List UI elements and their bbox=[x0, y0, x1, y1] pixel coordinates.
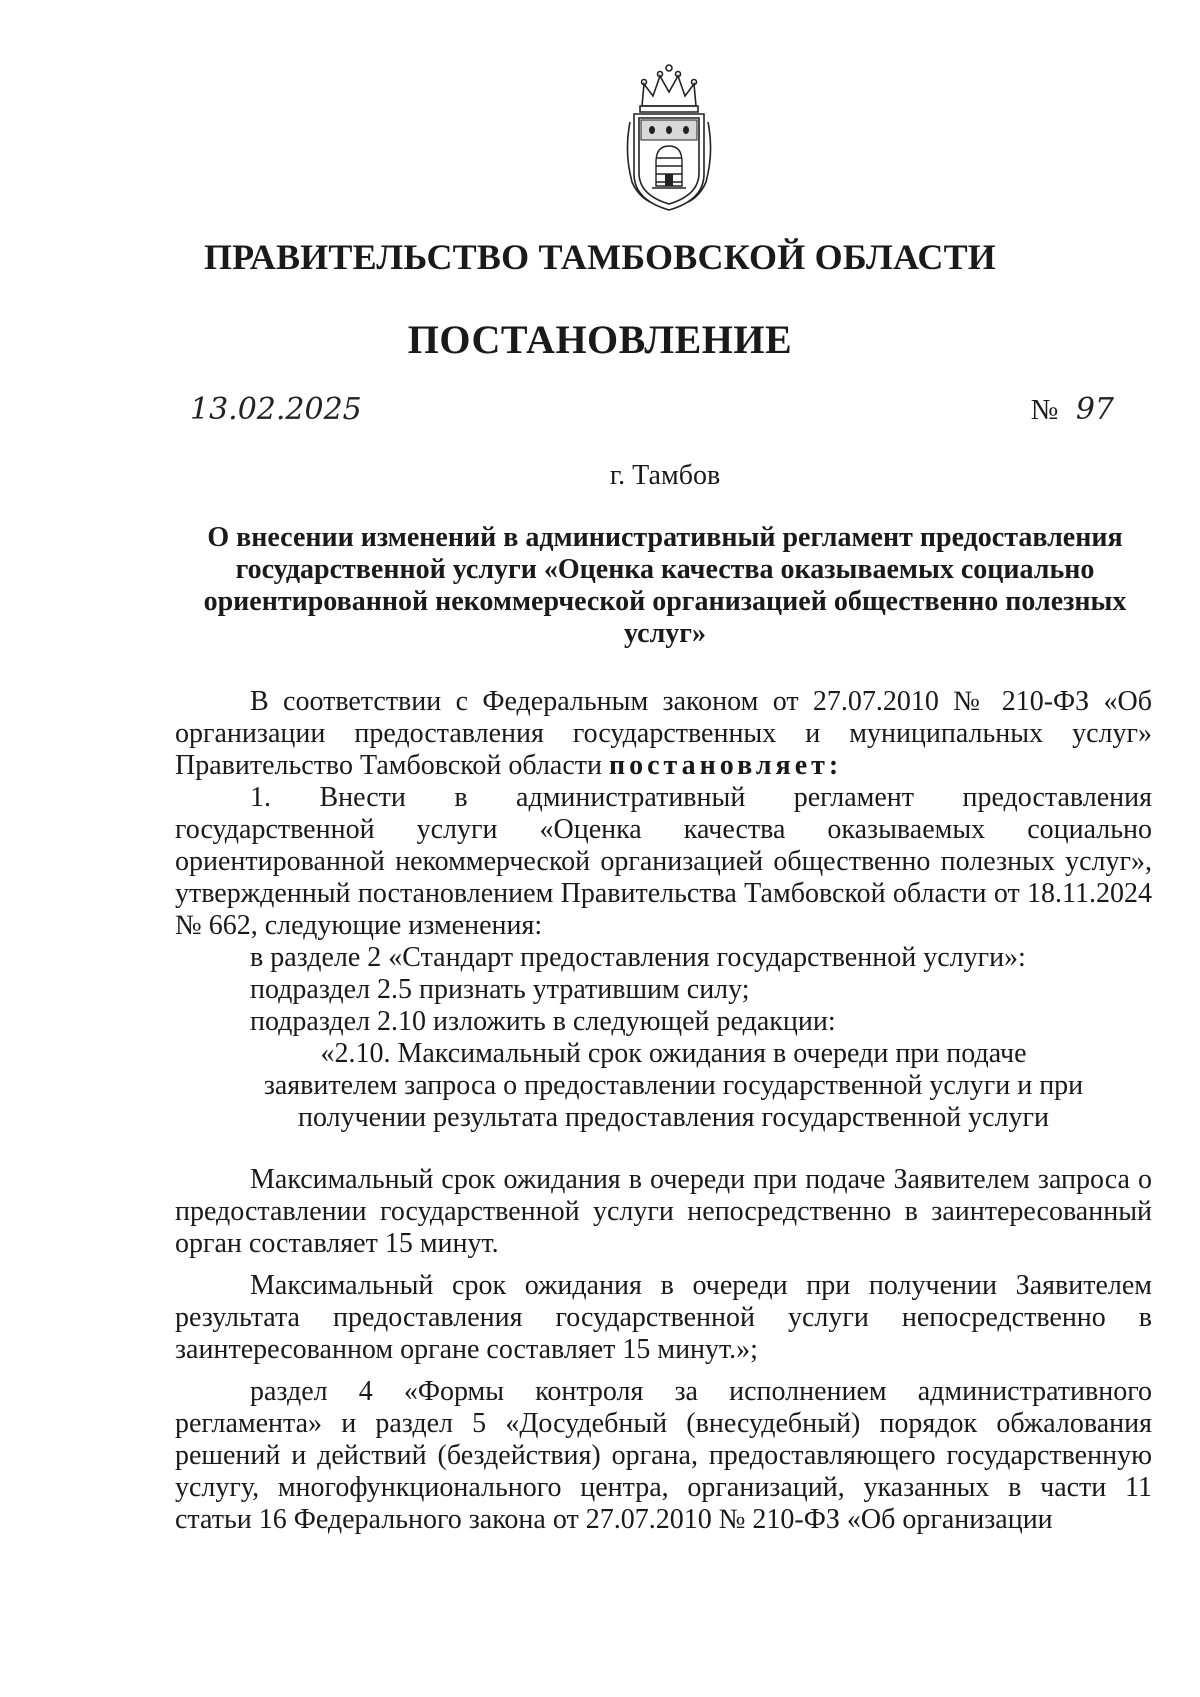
document-body bbox=[175, 686, 1152, 1536]
preamble-verb: постановляет: bbox=[609, 750, 843, 781]
item1-first-line: 1. Внести в административный регламент предоставления bbox=[250, 782, 1152, 813]
spacer bbox=[175, 1260, 1152, 1270]
new-subsection-heading: «2.10. Максимальный срок ожидания в очереди при подаче заявителем запроса о предоставлении государственной услуги и при получении результата предоставления государственной услуги bbox=[263, 1038, 1084, 1133]
section2-line: в разделе 2 «Стандарт предоставления государственной услуги»: bbox=[250, 942, 1026, 973]
preamble-text: В соответствии с Федеральным законом от 27.07.2010 № 210-ФЗ «Об организации предоставления государственных и муниципальных услуг» Правительство Тамбовской области bbox=[175, 686, 1152, 781]
preamble-paragraph bbox=[175, 686, 1152, 782]
subsection-210-line: подраздел 2.10 изложить в следующей редакции: bbox=[250, 1006, 836, 1037]
paragraph-sections-4-5: раздел 4 «Формы контроля за исполнением административного регламента» и раздел 5 «Досудебный (внесудебный) порядок обжалования решений и действий (бездействия) органа, предоставляющего государственную услугу, многофункционального центра, организаций, указанных в части 11 статьи 16 Федерального закона от 27.07.2010 № 210-ФЗ «Об организации bbox=[175, 1376, 1152, 1535]
city-line: г. Тамбов bbox=[609, 460, 721, 491]
organization-name: ПРАВИТЕЛЬСТВО ТАМБОВСКОЙ ОБЛАСТИ bbox=[203, 237, 997, 277]
document-number: 97 bbox=[1075, 392, 1114, 427]
item1-continuation: государственной услуги «Оценка качества оказываемых социально ориентированной некоммерческой организацией общественно полезных услуг», утвержденный постановлением Правительства Тамбовской области от 18.11.2024 № 662, следующие изменения: bbox=[175, 814, 1152, 941]
document-title: О внесении изменений в административный регламент предоставления государственной услуги «Оценка качества оказываемых социально ориентированной некоммерческой организацией общественно полезных услуг» bbox=[203, 522, 1127, 649]
spacer bbox=[175, 1366, 1152, 1376]
subsection-25-line: подраздел 2.5 признать утратившим силу; bbox=[250, 974, 750, 1005]
paragraph-receive-wait: Максимальный срок ожидания в очереди при получении Заявителем результата предоставления государственной услуги непосредственно в заинтересованном органе составляет 15 минут.»; bbox=[175, 1270, 1152, 1365]
paragraph-submit-wait: Максимальный срок ожидания в очереди при подаче Заявителем запроса о предоставлении государственной услуги непосредственно в заинтересованный орган составляет 15 минут. bbox=[175, 1164, 1152, 1259]
document-date: 13.02.2025 bbox=[190, 392, 362, 427]
document-type: ПОСТАНОВЛЕНИЕ bbox=[407, 317, 793, 362]
coat-of-arms-emblem bbox=[620, 62, 718, 216]
number-sign: № bbox=[1030, 394, 1059, 426]
spacer bbox=[175, 1134, 1152, 1164]
document-number-block bbox=[1031, 392, 1114, 427]
